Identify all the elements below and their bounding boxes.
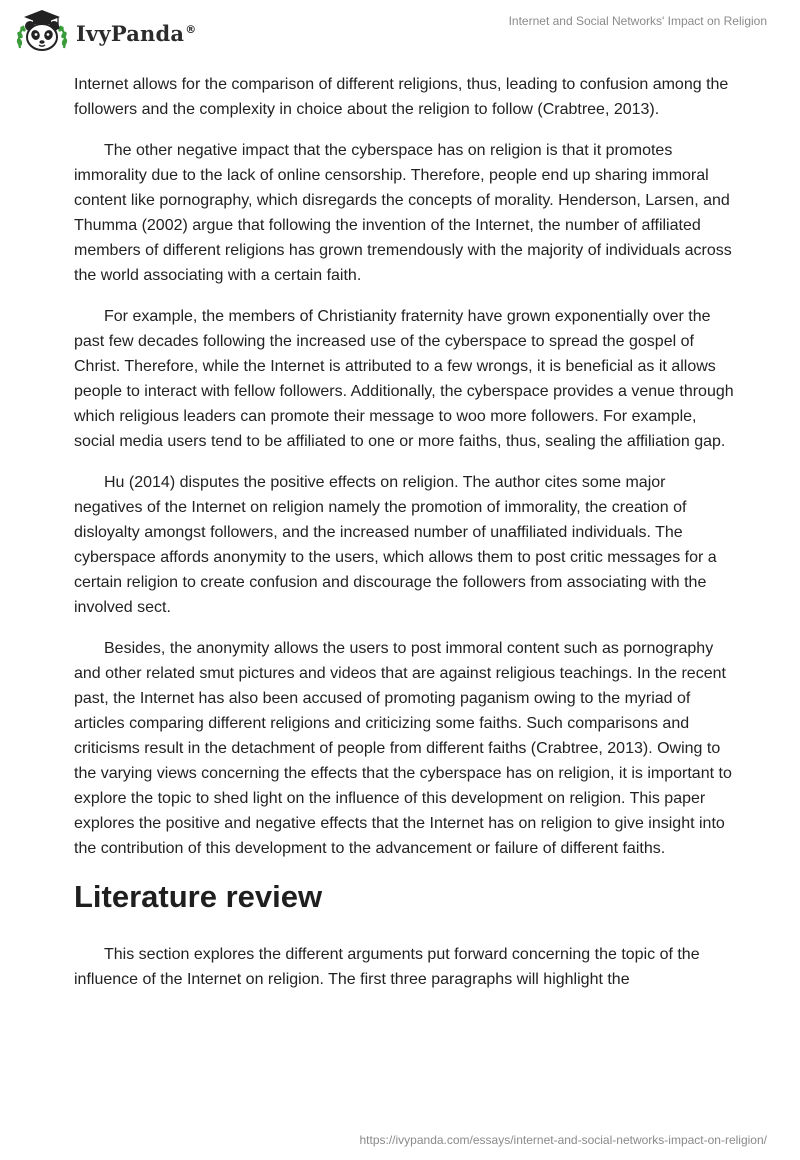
paragraph-continued: Internet allows for the comparison of different religions, thus, leading to confusion among the followers and the complexity in choice about the religion to follow (Crabtree, 2013).: [74, 76, 729, 118]
paragraph: This section explores the different arguments put forward concerning the topic of the influence of the Internet on religion. The first three paragraphs will highlight the: [74, 946, 700, 988]
page-header: [0, 0, 800, 60]
brand-logo[interactable]: [14, 8, 196, 54]
paragraph: Besides, the anonymity allows the users to post immoral content such as pornography and other related smut pictures and videos that are against religious teachings. In the recent past, the Internet has also been accused of promoting paganism owing to the myriad of articles comparing different religions and criticizing some faiths. Such comparisons and criticisms result in the detachment of people from different faiths (Crabtree, 2013). Owing to the varying views concerning the effects that the cyberspace has on religion, it is important to explore the topic to shed light on the influence of this development on religion. This paper explores the positive and negative effects that the Internet has on religion to give insight into the contribution of this development to the advancement or failure of different faiths.: [74, 640, 732, 857]
document-title: Internet and Social Networks' Impact on Religion: [508, 14, 767, 28]
paragraph: For example, the members of Christianity fraternity have grown exponentially over the past few decades following the increased use of the cyberspace to spread the gospel of Christ. Therefore, while the Internet is attributed to a few wrongs, it is beneficial as it allows people to interact with fellow followers. Additionally, the cyberspace provides a venue through which religious leaders can promote their message to woo more followers. For example, social media users tend to be affiliated to one or more faiths, thus, sealing the affiliation gap.: [74, 308, 734, 450]
registered-mark: ®: [185, 22, 197, 36]
brand-name-text: IvyPanda: [76, 20, 185, 46]
source-url[interactable]: https://ivypanda.com/essays/internet-and-social-networks-impact-on-religion/: [359, 1133, 767, 1147]
paragraph: Hu (2014) disputes the positive effects on religion. The author cites some major negatives of the Internet on religion namely the promotion of immorality, the creation of disloyalty amongst followers, and the increased number of unaffiliated individuals. The cyberspace affords anonymity to the users, which allows them to post critic messages for a certain religion to create confusion and discourage the followers from associating with the involved sect.: [74, 474, 717, 616]
paragraph: The other negative impact that the cyberspace has on religion is that it promotes immorality due to the lack of online censorship. Therefore, people end up sharing immoral content like pornography, which disregards the concepts of morality. Henderson, Larsen, and Thumma (2002) argue that following the invention of the Internet, the number of affiliated members of different religions has grown tremendously with the majority of individuals across the world associating with a certain faith.: [74, 142, 732, 284]
essay-content: [74, 72, 734, 1008]
brand-name: [76, 21, 196, 46]
panda-graduate-icon: [14, 8, 70, 54]
section-heading-literature-review: Literature review: [74, 879, 323, 914]
